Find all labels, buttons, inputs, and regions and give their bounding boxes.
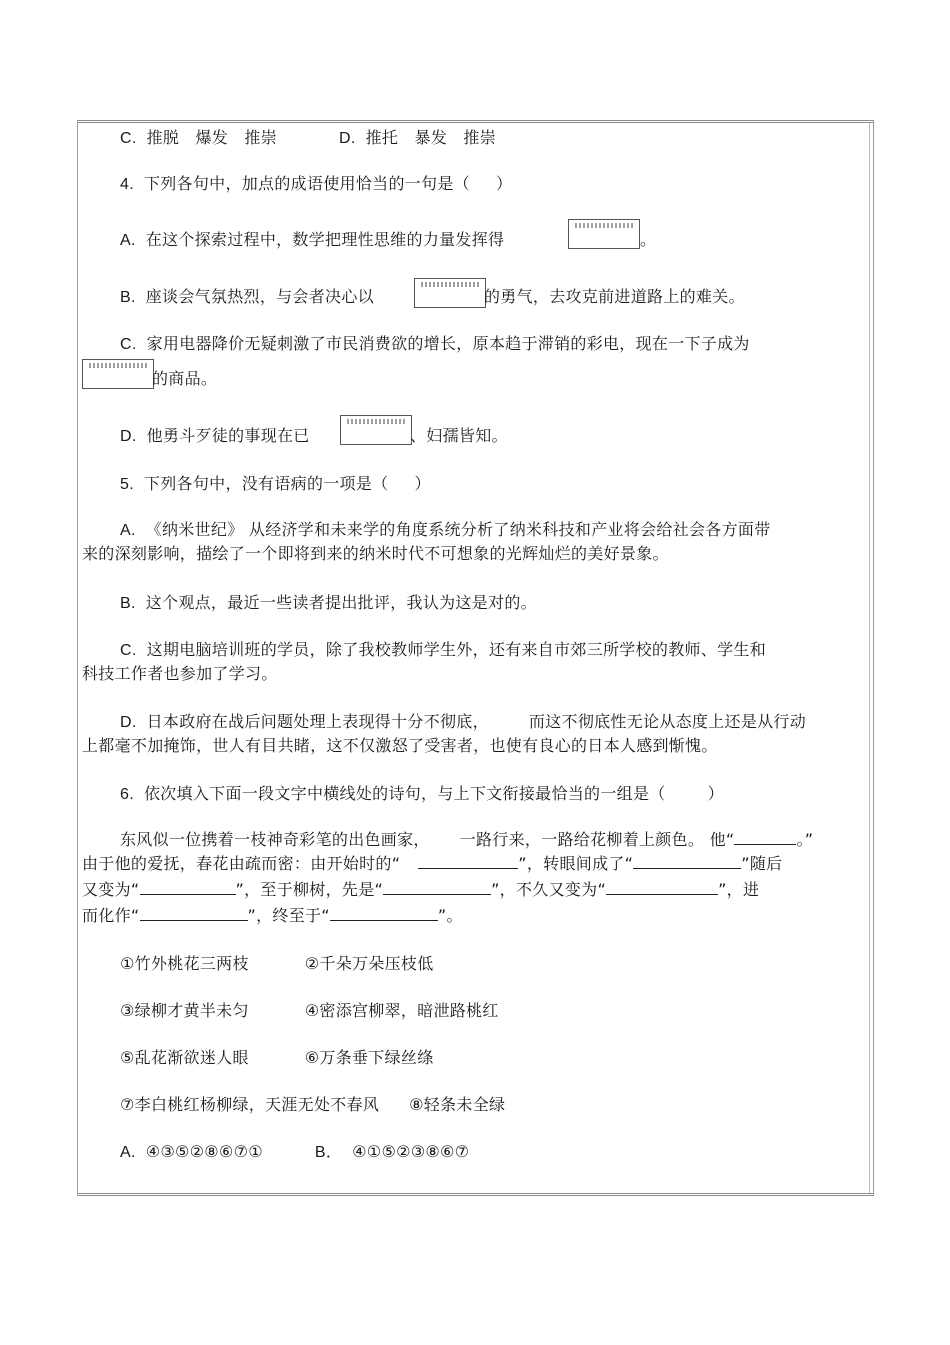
option-label: A. [120, 1144, 136, 1161]
option-label: C. [120, 336, 137, 353]
q5-option-c-line2: 科技工作者也参加了学习。 [82, 664, 278, 683]
poem-item: ③绿柳才黄半未匀 [120, 1001, 249, 1020]
q5-option-b [120, 592, 537, 615]
q6-items-row3 [120, 1047, 434, 1069]
question-text: 依次填入下面一段文字中横线处的诗句，与上下文衔接最恰当的一组是（ [143, 784, 666, 803]
passage-text: ”，终至于“ [247, 906, 330, 925]
question-paren: ） [414, 474, 431, 493]
blank-image-box [568, 219, 640, 249]
passage-text: 东风似一位携着一枝神奇彩笔的出色画家， [120, 830, 430, 849]
passage-text: ”，不久又变为“ [491, 880, 607, 899]
option-text: ④①⑤②③⑧⑥⑦ [352, 1142, 470, 1161]
option-label: C. [120, 642, 137, 659]
passage-text: ”，至于柳树，先是“ [235, 880, 384, 899]
fill-blank[interactable] [734, 829, 796, 845]
question-number: 4. [120, 176, 134, 193]
fill-blank[interactable] [633, 853, 741, 869]
q5-option-a-line1 [120, 519, 771, 542]
option-label: B. [120, 595, 136, 612]
option-text: 推托 暴发 推崇 [365, 128, 497, 147]
question-number: 6. [120, 786, 134, 803]
poem-item: ①竹外桃花三两枝 [120, 954, 249, 973]
q5-option-d-line1 [120, 711, 806, 734]
option-text-end: 的商品。 [152, 369, 218, 388]
option-text: 座谈会气氛热烈，与会者决心以 [145, 287, 374, 306]
option-label: D. [120, 714, 137, 731]
option-text: ④③⑤②⑧⑥⑦① [145, 1142, 263, 1161]
option-label: B. [120, 289, 136, 306]
fill-blank[interactable] [140, 879, 236, 895]
q6-passage-line3 [82, 879, 759, 901]
fill-blank[interactable] [418, 853, 518, 869]
passage-text: 。” [796, 830, 814, 849]
q6-passage-line4 [82, 905, 463, 927]
passage-text: ”，转眼间成了“ [518, 854, 634, 873]
option-text: 日本政府在战后问题处理上表现得十分不彻底， [146, 712, 489, 731]
option-label: B． [314, 1144, 343, 1161]
q4-option-c [120, 333, 750, 356]
option-text: 推脱 爆发 推崇 [146, 128, 278, 147]
option-text-end: 的勇气，去攻克前进道路上的难关。 [484, 287, 745, 306]
question-paren: ） [495, 174, 513, 193]
q4-option-b [120, 286, 374, 309]
q6-passage-line2 [82, 853, 782, 875]
q4-option-a [120, 229, 504, 252]
q3-options-cd [120, 127, 496, 150]
option-label: D. [120, 428, 137, 445]
question-text: 下列各句中，加点的成语使用恰当的一句是（ [143, 174, 470, 193]
option-text: 家用电器降价无疑刺激了市民消费欲的增长，原本趋于滞销的彩电，现在一下子成为 [146, 334, 750, 353]
poem-item: ④密添宫柳翠，暗泄路桃红 [304, 1001, 499, 1020]
passage-text: ”。 [437, 906, 463, 925]
q5-stem [120, 473, 431, 496]
option-text: 这期电脑培训班的学员，除了我校教师学生外，还有来自市郊三所学校的教师、学生和 [146, 640, 767, 659]
question-text: 下列各句中，没有语病的一项是（ [143, 474, 389, 493]
poem-item: ⑥万条垂下绿丝绦 [304, 1048, 434, 1067]
passage-text: 一路行来，一路给花柳着上颜色。 他“ [459, 830, 735, 849]
passage-text: 又变为“ [82, 880, 140, 899]
q5-option-a-line2: 来的深刻影响，描绘了一个即将到来的纳米时代不可想象的光辉灿烂的美好景象。 [82, 544, 669, 563]
blank-image-box [82, 359, 154, 389]
passage-text: ”，进 [718, 880, 760, 899]
q6-passage-line1 [120, 829, 813, 851]
passage-text: ”随后 [741, 854, 783, 873]
option-text: 在这个探索过程中，数学把理性思维的力量发挥得 [145, 230, 505, 249]
poem-item: ②千朵万朵压枝低 [304, 954, 434, 973]
fill-blank[interactable] [383, 879, 491, 895]
fill-blank[interactable] [330, 905, 438, 921]
option-label: D. [339, 130, 356, 147]
q6-items-row2 [120, 1000, 499, 1022]
question-paren: ） [707, 784, 724, 803]
fill-blank[interactable] [140, 905, 248, 921]
q4-stem [120, 173, 512, 196]
passage-text: 由于他的爱抚，春花由疏而密：由开始时的“ [82, 854, 401, 873]
q6-items-row4 [120, 1094, 505, 1116]
poem-item: ⑧轻条未全绿 [409, 1095, 506, 1114]
q6-options [120, 1141, 469, 1164]
q5-option-c-line1 [120, 639, 766, 662]
q5-option-d-line2: 上都毫不加掩饰，世人有目共睹，这不仅激怒了受害者，也使有良心的日本人感到惭愧。 [82, 736, 718, 755]
question-frame [77, 120, 874, 1196]
q6-items-row1 [120, 953, 434, 975]
option-text: 他勇斗歹徒的事现在已 [146, 426, 310, 445]
fill-blank[interactable] [606, 879, 718, 895]
blank-image-box [414, 278, 486, 308]
option-text-end: 。 [640, 230, 657, 249]
question-number: 5. [120, 476, 134, 493]
option-text: 而这不彻底性无论从态度上还是从行动 [528, 712, 807, 731]
option-text: 这个观点，最近一些读者提出批评，我认为这是对的。 [145, 593, 537, 612]
option-text-end: 、妇孺皆知。 [410, 426, 508, 445]
option-label: C. [120, 130, 137, 147]
blank-image-box [340, 415, 412, 445]
poem-item: ⑦李白桃红杨柳绿，天涯无处不春风 [120, 1095, 380, 1114]
option-text: 《纳米世纪》 从经济学和未来学的角度系统分析了纳米科技和产业将会给社会各方面带 [145, 520, 771, 539]
q4-option-d [120, 425, 310, 448]
option-label: A. [120, 522, 136, 539]
passage-text: 而化作“ [82, 906, 140, 925]
option-label: A. [120, 232, 136, 249]
poem-item: ⑤乱花渐欲迷人眼 [120, 1048, 249, 1067]
q6-stem [120, 783, 724, 806]
